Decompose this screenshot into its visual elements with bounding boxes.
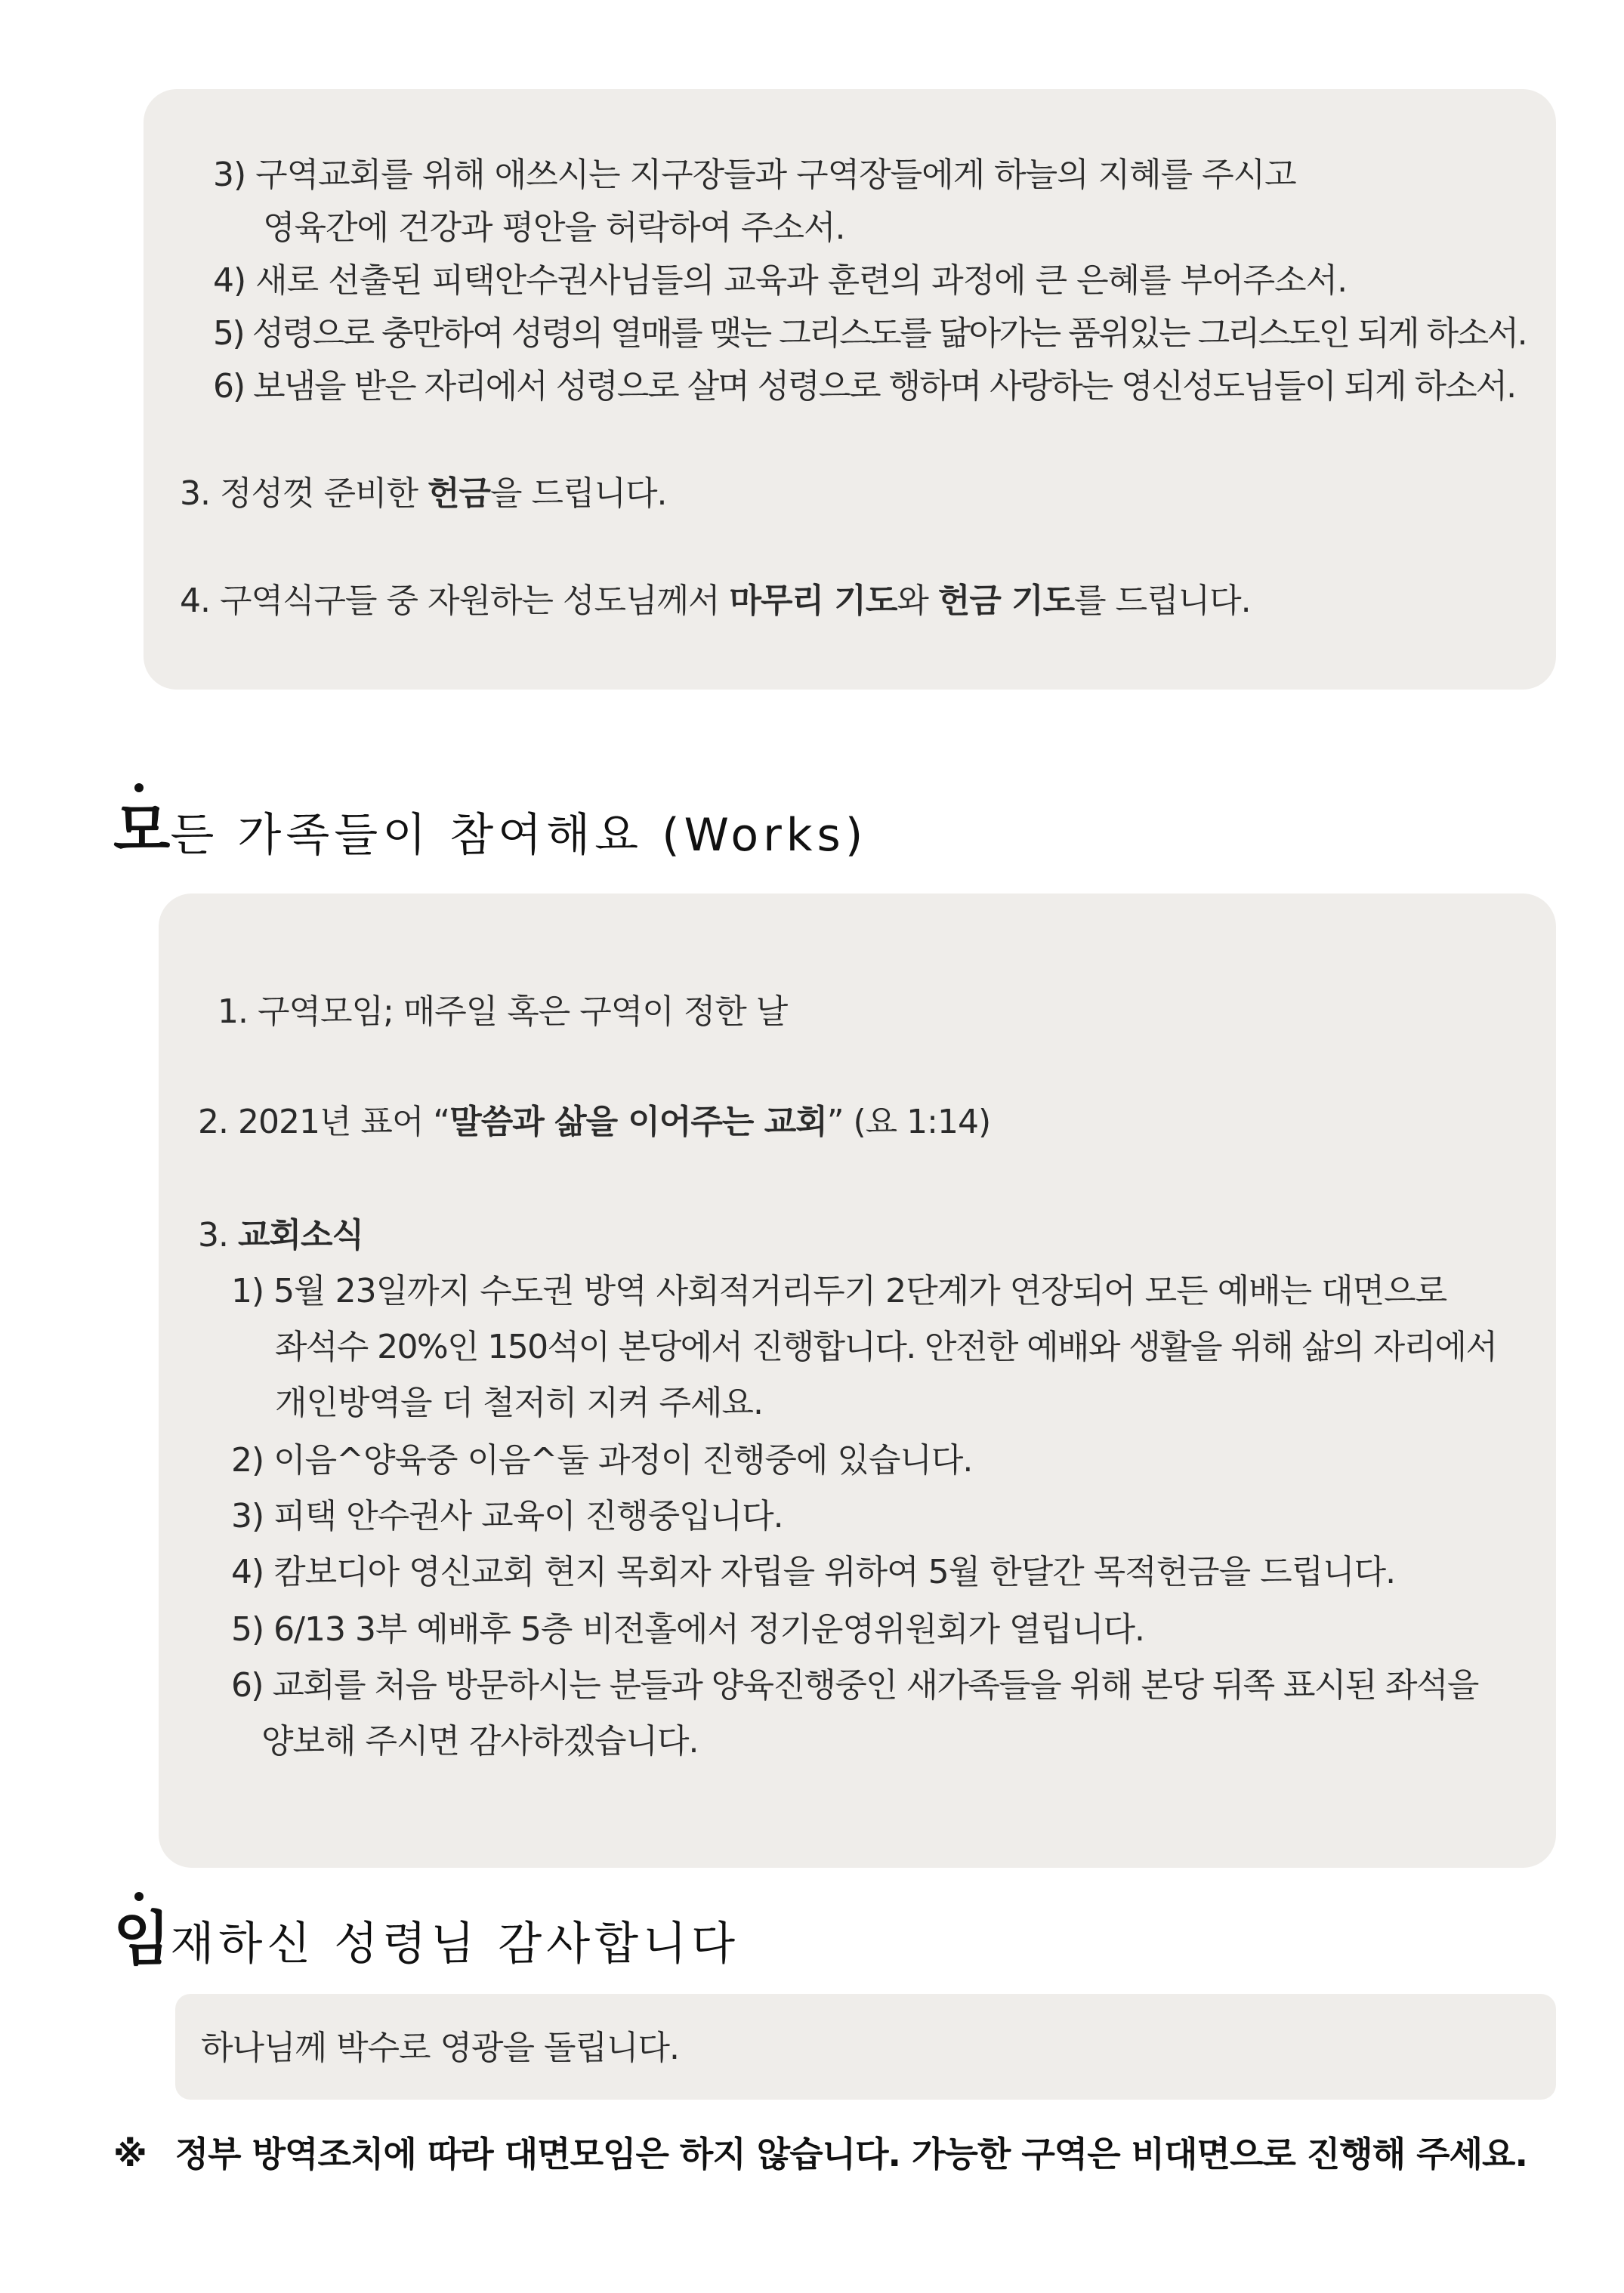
- offering-item-post: 을 드립니다.: [489, 474, 667, 513]
- prayer-item-3: 3) 구역교회를 위해 애쓰시는 지구장들과 구역장들에게 하늘의 지혜를 주시고: [213, 156, 1296, 194]
- motto-pre: 2. 2021년 표어 “: [198, 1103, 450, 1141]
- news-item-6: 6) 교회를 처음 방문하시는 분들과 양육진행중인 새가족들을 위해 본당 뒤쪽 표시된 좌석을: [231, 1666, 1478, 1705]
- offering-item-pre: 3. 정성껏 준비한: [180, 474, 428, 513]
- heading-dot-icon: [134, 1892, 144, 1901]
- heading-works-initial: 모: [113, 797, 170, 865]
- closing-prayer-pre: 4. 구역식구들 중 자원하는 성도님께서: [180, 582, 730, 620]
- news-item-5: 5) 6/13 3부 예배후 5층 비전홀에서 정기운영위원회가 열립니다.: [231, 1610, 1144, 1649]
- offering-item: [180, 471, 666, 517]
- prayer-item-5: 5) 성령으로 충만하여 성령의 열매를 맺는 그리스도를 닮아가는 품위있는 그리스도인 되게 하소서.: [213, 314, 1527, 353]
- news-item-4: 4) 캄보디아 영신교회 현지 목회자 자립을 위하여 5월 한달간 목적헌금을 드립니다.: [231, 1553, 1396, 1591]
- covid-notice: [113, 2130, 1527, 2178]
- heading-spirit-rest: 재하신 성령님 감사합니다: [170, 1918, 740, 1970]
- notice-text: 정부 방역조치에 따라 대면모임은 하지 않습니다. 가능한 구역은 비대면으로 진행해 주세요.: [174, 2134, 1527, 2174]
- heading-dot-icon: [134, 783, 144, 792]
- section-heading-works: [113, 797, 868, 866]
- news-item-3: 3) 피택 안수권사 교육이 진행중입니다.: [231, 1497, 783, 1535]
- heading-spirit-initial: 임: [113, 1906, 170, 1974]
- motto-post: ” (요 1:14): [826, 1103, 991, 1141]
- works-item-3: [198, 1213, 363, 1258]
- reference-mark-icon: ※: [113, 2134, 147, 2174]
- church-news-title: 교회소식: [237, 1216, 363, 1255]
- heading-works-rest: 든 가족들이 참여해요 (Works): [170, 809, 868, 862]
- motto-bold: 말씀과 삶을 이어주는 교회: [449, 1103, 827, 1141]
- closing-prayer-item: [180, 579, 1251, 624]
- closing-prayer-bold2: 헌금 기도: [937, 582, 1075, 620]
- works-item-1: 1. 구역모임; 매주일 혹은 구역이 정한 날: [218, 992, 788, 1031]
- prayer-item-6: 6) 보냄을 받은 자리에서 성령으로 살며 성령으로 행하며 사랑하는 영신성도님들이 되게 하소서.: [213, 367, 1516, 406]
- news-item-1-cont-b: 개인방역을 더 철저히 지켜 주세요.: [275, 1384, 763, 1422]
- works-item-2: [198, 1100, 990, 1145]
- news-item-1-cont-a: 좌석수 20%인 150석이 본당에서 진행합니다. 안전한 예배와 생활을 위해 삶의 자리에서: [275, 1328, 1497, 1366]
- offering-item-bold: 헌금: [427, 474, 490, 513]
- prayer-item-3-cont: 영육간에 건강과 평안을 허락하여 주소서.: [263, 208, 845, 247]
- closing-prayer-bold1: 마무리 기도: [729, 582, 897, 620]
- news-item-2: 2) 이음^양육중 이음^둘 과정이 진행중에 있습니다.: [231, 1441, 973, 1480]
- closing-prayer-mid: 와: [897, 582, 938, 620]
- closing-prayer-post: 를 드립니다.: [1074, 582, 1251, 620]
- church-news-prefix: 3.: [198, 1216, 238, 1255]
- news-item-1: 1) 5월 23일까지 수도권 방역 사회적거리두기 2단계가 연장되어 모든 예배는 대면으로: [231, 1272, 1447, 1310]
- prayer-item-4: 4) 새로 선출된 피택안수권사님들의 교육과 훈련의 과정에 큰 은혜를 부어주소서.: [213, 261, 1348, 300]
- section-heading-spirit: [113, 1906, 740, 1974]
- praise-text: 하나님께 박수로 영광을 돌립니다.: [201, 2029, 679, 2067]
- news-item-6-cont: 양보해 주시면 감사하겠습니다.: [261, 1722, 699, 1761]
